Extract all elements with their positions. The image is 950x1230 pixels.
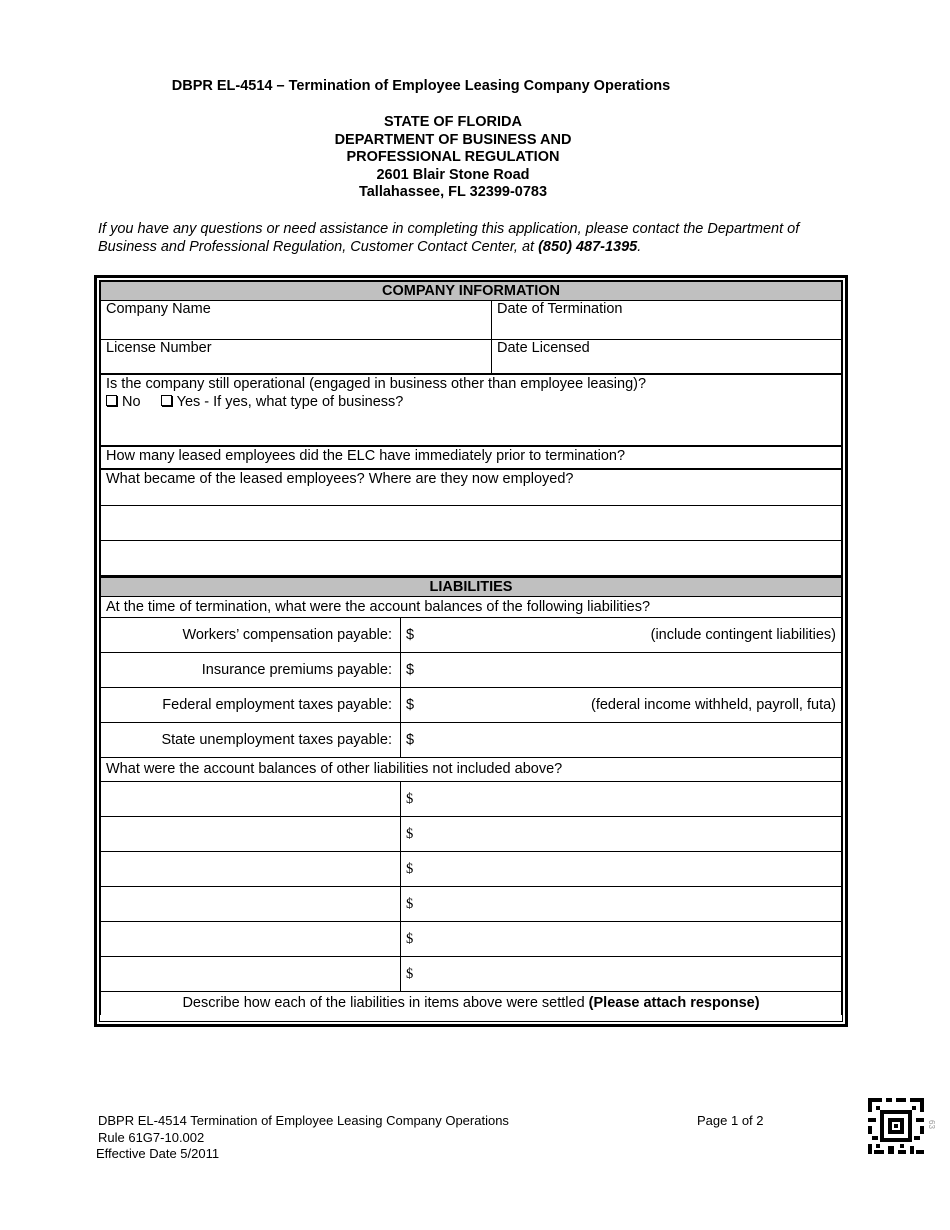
liability-note: (federal income withheld, payroll, futa) bbox=[590, 697, 836, 713]
other-liability-name-field[interactable] bbox=[101, 852, 401, 887]
liabilities-intro: At the time of termination, what were the account balances of the following liabilities? bbox=[101, 597, 842, 618]
liability-label: Workers’ compensation payable: bbox=[101, 618, 401, 653]
intro-end: . bbox=[637, 239, 642, 255]
liability-amount-field[interactable] bbox=[401, 688, 842, 723]
other-liability-amount-field[interactable] bbox=[401, 852, 842, 887]
other-liability-name-field[interactable] bbox=[101, 817, 401, 852]
other-liability-amount-field[interactable] bbox=[401, 887, 842, 922]
currency-symbol: $ bbox=[406, 732, 415, 748]
form-frame bbox=[94, 275, 848, 1027]
other-liability-amount-field[interactable] bbox=[401, 782, 842, 817]
liability-amount-field[interactable] bbox=[401, 618, 842, 653]
company-name-field[interactable] bbox=[101, 301, 492, 340]
form-inner bbox=[99, 280, 843, 1022]
currency-symbol: $ bbox=[406, 627, 415, 643]
agency-line: PROFESSIONAL REGULATION bbox=[346, 149, 560, 165]
other-liability-amount-field[interactable] bbox=[401, 957, 842, 992]
operational-question-cell bbox=[101, 374, 842, 446]
date-licensed-label: Date Licensed bbox=[497, 340, 590, 356]
intro-paragraph bbox=[98, 220, 848, 256]
footer-effective-date: Effective Date 5/2011 bbox=[96, 1146, 220, 1161]
other-liability-name-field[interactable] bbox=[101, 957, 401, 992]
intro-phone: (850) 487-1395 bbox=[538, 239, 638, 255]
liabilities-section-header: LIABILITIES bbox=[101, 577, 842, 597]
footer-rule: Rule 61G7-10.002 bbox=[98, 1129, 205, 1145]
liabilities-table bbox=[100, 576, 842, 1015]
liability-label: State unemployment taxes payable: bbox=[101, 723, 401, 758]
qr-number: 63 bbox=[926, 1120, 936, 1129]
other-liability-name-field[interactable] bbox=[101, 887, 401, 922]
no-checkbox[interactable] bbox=[106, 395, 117, 406]
qr-code-icon bbox=[866, 1096, 926, 1156]
liability-note: (include contingent liabilities) bbox=[650, 627, 836, 643]
became-answer-line[interactable] bbox=[101, 506, 842, 541]
became-answer-line[interactable] bbox=[101, 541, 842, 576]
company-section-header: COMPANY INFORMATION bbox=[101, 282, 842, 301]
agency-line: Tallahassee, FL 32399-0783 bbox=[358, 184, 548, 200]
other-liability-name-field[interactable] bbox=[101, 922, 401, 957]
liability-amount-field[interactable] bbox=[401, 653, 842, 688]
date-termination-label: Date of Termination bbox=[497, 301, 623, 317]
page-number: Page 1 of 2 bbox=[697, 1113, 764, 1128]
settle-text: Describe how each of the liabilities in items above were settled bbox=[182, 995, 589, 1011]
yes-checkbox[interactable] bbox=[161, 395, 172, 406]
footer-form-name: DBPR EL-4514 Termination of Employee Leasing Company Operations bbox=[98, 1113, 509, 1128]
currency-symbol: $ bbox=[406, 930, 414, 947]
other-liability-amount-field[interactable] bbox=[401, 922, 842, 957]
currency-symbol: $ bbox=[406, 662, 415, 678]
license-number-label: License Number bbox=[106, 340, 212, 356]
date-termination-field[interactable] bbox=[492, 301, 842, 340]
settle-bold: (Please attach response) bbox=[588, 995, 760, 1011]
employees-question-cell[interactable] bbox=[101, 446, 842, 469]
currency-symbol: $ bbox=[406, 790, 414, 807]
currency-symbol: $ bbox=[406, 965, 414, 982]
operational-question: Is the company still operational (engaged in business other than employee leasing)? bbox=[106, 375, 647, 392]
settle-instruction bbox=[101, 992, 842, 1015]
liability-label: Insurance premiums payable: bbox=[101, 653, 401, 688]
employees-question: How many leased employees did the ELC have immediately prior to termination? bbox=[106, 447, 626, 464]
currency-symbol: $ bbox=[406, 825, 414, 842]
company-name-label: Company Name bbox=[106, 301, 211, 317]
other-liability-name-field[interactable] bbox=[101, 782, 401, 817]
form-title: DBPR EL-4514 – Termination of Employee Leasing Company Operations bbox=[171, 78, 671, 94]
intro-text: If you have any questions or need assistance in completing this application, please contact the Department of Business and Professional Regulation, Customer Contact Center, at bbox=[98, 221, 800, 255]
agency-line: STATE OF FLORIDA bbox=[383, 114, 522, 130]
footer bbox=[98, 1113, 509, 1163]
liability-amount-field[interactable] bbox=[401, 723, 842, 758]
became-question: What became of the leased employees? Where are they now employed? bbox=[106, 470, 574, 487]
license-number-field[interactable] bbox=[101, 340, 492, 374]
currency-symbol: $ bbox=[406, 697, 415, 713]
other-liability-amount-field[interactable] bbox=[401, 817, 842, 852]
currency-symbol: $ bbox=[406, 860, 414, 877]
no-label: No bbox=[122, 393, 141, 410]
date-licensed-field[interactable] bbox=[492, 340, 842, 374]
other-liabilities-question: What were the account balances of other liabilities not included above? bbox=[101, 758, 842, 782]
currency-symbol: $ bbox=[406, 895, 414, 912]
liability-label: Federal employment taxes payable: bbox=[101, 688, 401, 723]
agency-line: 2601 Blair Stone Road bbox=[376, 166, 530, 183]
became-question-cell[interactable] bbox=[101, 469, 842, 506]
agency-line: DEPARTMENT OF BUSINESS AND bbox=[334, 131, 572, 148]
yes-label: Yes - If yes, what type of business? bbox=[176, 393, 404, 410]
agency-address-block bbox=[0, 114, 906, 202]
company-info-table bbox=[100, 281, 842, 576]
